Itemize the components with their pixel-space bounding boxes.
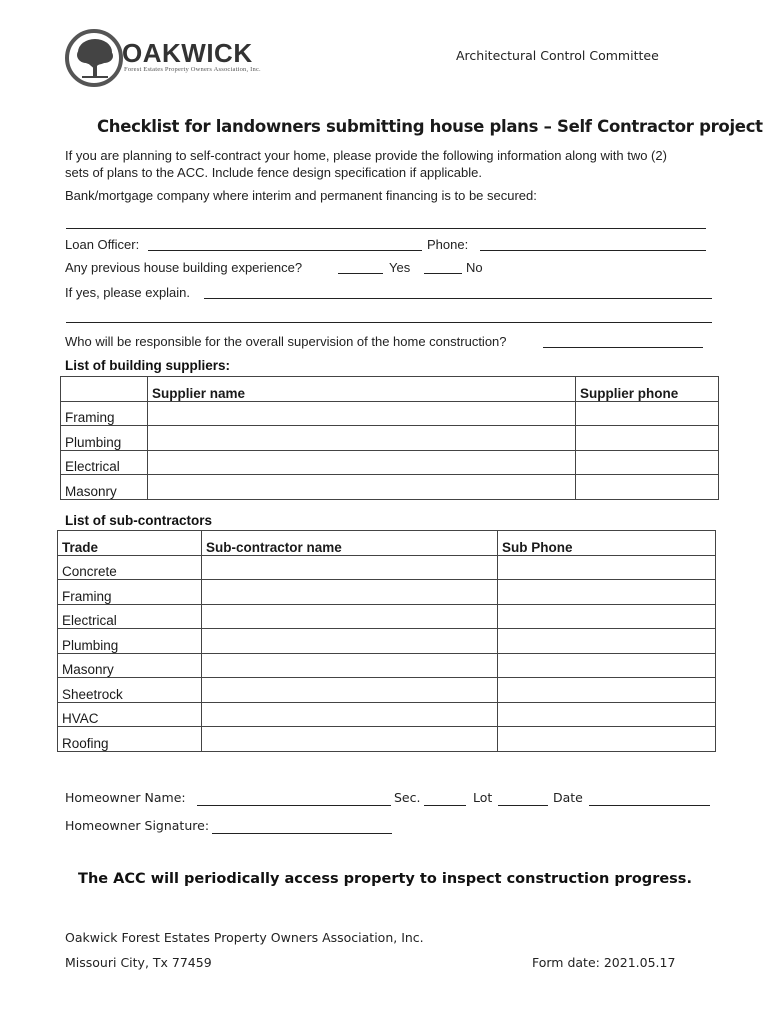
supplier-phone-cell[interactable] [576,450,719,475]
table-row [58,727,716,752]
subcontractor-name-cell[interactable] [202,702,498,727]
table-row [58,555,716,580]
intro-line-1: If you are planning to self-contract your home, please provide the following information along with two (2) [65,148,667,163]
table-row [58,702,716,727]
explain-label: If yes, please explain. [65,285,191,300]
supplier-trade: Plumbing [61,426,148,451]
experience-label: Any previous house building experience? [65,260,303,275]
inspection-notice: The ACC will periodically access property to inspect construction progress. [78,871,692,887]
sub-phone-cell[interactable] [498,702,716,727]
sec-label: Sec. [394,790,421,805]
supplier-phone-header: Supplier phone [576,377,719,402]
subcontractor-name-header: Sub-contractor name [202,531,498,556]
no-label: No [466,260,483,275]
sub-phone-cell[interactable] [498,727,716,752]
table-row [61,450,719,475]
phone-label: Phone: [427,237,469,252]
table-row [58,604,716,629]
footer-city: Missouri City, Tx 77459 [65,955,212,970]
trade-cell: HVAC [58,702,202,727]
date-label: Date [553,790,583,805]
form-date: Form date: 2021.05.17 [532,955,676,970]
table-row [61,401,719,426]
supplier-phone-cell[interactable] [576,401,719,426]
logo-name: OAKWICK [122,38,253,68]
lot-field[interactable] [498,805,548,806]
table-row [58,678,716,703]
subcontractor-name-cell[interactable] [202,727,498,752]
supplier-name-cell[interactable] [148,401,576,426]
logo [64,28,264,88]
date-field[interactable] [589,805,710,806]
sub-phone-cell[interactable] [498,580,716,605]
suppliers-heading: List of building suppliers: [65,358,230,373]
homeowner-signature-field[interactable] [212,833,392,834]
table-row [58,580,716,605]
lot-label: Lot [473,790,493,805]
yes-label: Yes [389,260,411,275]
table-row [61,426,719,451]
trade-cell: Roofing [58,727,202,752]
experience-no-field[interactable] [424,273,462,274]
supervision-label: Who will be responsible for the overall supervision of the home construction? [65,334,507,349]
supplier-trade: Masonry [61,475,148,500]
sub-phone-header: Sub Phone [498,531,716,556]
sub-phone-cell[interactable] [498,653,716,678]
subcontractor-name-cell[interactable] [202,580,498,605]
supplier-trade: Framing [61,401,148,426]
intro-line-2: sets of plans to the ACC. Include fence design specification if applicable. [65,165,482,180]
homeowner-signature-label: Homeowner Signature: [65,818,210,833]
table-row [58,629,716,654]
page-title: Checklist for landowners submitting house plans – Self Contractor project [97,117,763,136]
bank-label: Bank/mortgage company where interim and permanent financing is to be secured: [65,188,537,203]
supplier-name-cell[interactable] [148,426,576,451]
table-row [61,377,719,402]
experience-yes-field[interactable] [338,273,383,274]
oak-tree-icon [64,28,128,88]
supervision-field[interactable] [543,347,703,348]
supplier-trade: Electrical [61,450,148,475]
phone-field[interactable] [480,250,706,251]
subcontractors-heading: List of sub-contractors [65,513,213,528]
bank-field[interactable] [66,228,706,229]
subcontractor-name-cell[interactable] [202,555,498,580]
loan-officer-label: Loan Officer: [65,237,140,252]
loan-officer-field[interactable] [148,250,422,251]
sub-phone-cell[interactable] [498,678,716,703]
subcontractor-name-cell[interactable] [202,604,498,629]
subcontractor-name-cell[interactable] [202,653,498,678]
supplier-phone-cell[interactable] [576,475,719,500]
trade-cell: Electrical [58,604,202,629]
trade-cell: Plumbing [58,629,202,654]
trade-cell: Framing [58,580,202,605]
sec-field[interactable] [424,805,466,806]
trade-cell: Masonry [58,653,202,678]
subcontractor-name-cell[interactable] [202,629,498,654]
sub-phone-cell[interactable] [498,604,716,629]
supplier-name-cell[interactable] [148,450,576,475]
supplier-phone-cell[interactable] [576,426,719,451]
sub-phone-cell[interactable] [498,629,716,654]
sub-phone-cell[interactable] [498,555,716,580]
supplier-name-cell[interactable] [148,475,576,500]
committee-name: Architectural Control Committee [456,48,659,63]
trade-cell: Sheetrock [58,678,202,703]
subcontractors-table [57,530,716,752]
table-row [58,653,716,678]
homeowner-name-field[interactable] [197,805,391,806]
table-header-cell [61,377,148,402]
supplier-name-header: Supplier name [148,377,576,402]
table-row [58,531,716,556]
homeowner-name-label: Homeowner Name: [65,790,186,805]
subcontractor-name-cell[interactable] [202,678,498,703]
logo-subtitle: Forest Estates Property Owners Association, Inc. [124,66,261,73]
trade-header: Trade [58,531,202,556]
suppliers-table [60,376,719,500]
trade-cell: Concrete [58,555,202,580]
table-row [61,475,719,500]
footer-org: Oakwick Forest Estates Property Owners Association, Inc. [65,930,424,945]
explain-field-2[interactable] [66,322,712,323]
explain-field[interactable] [204,298,712,299]
